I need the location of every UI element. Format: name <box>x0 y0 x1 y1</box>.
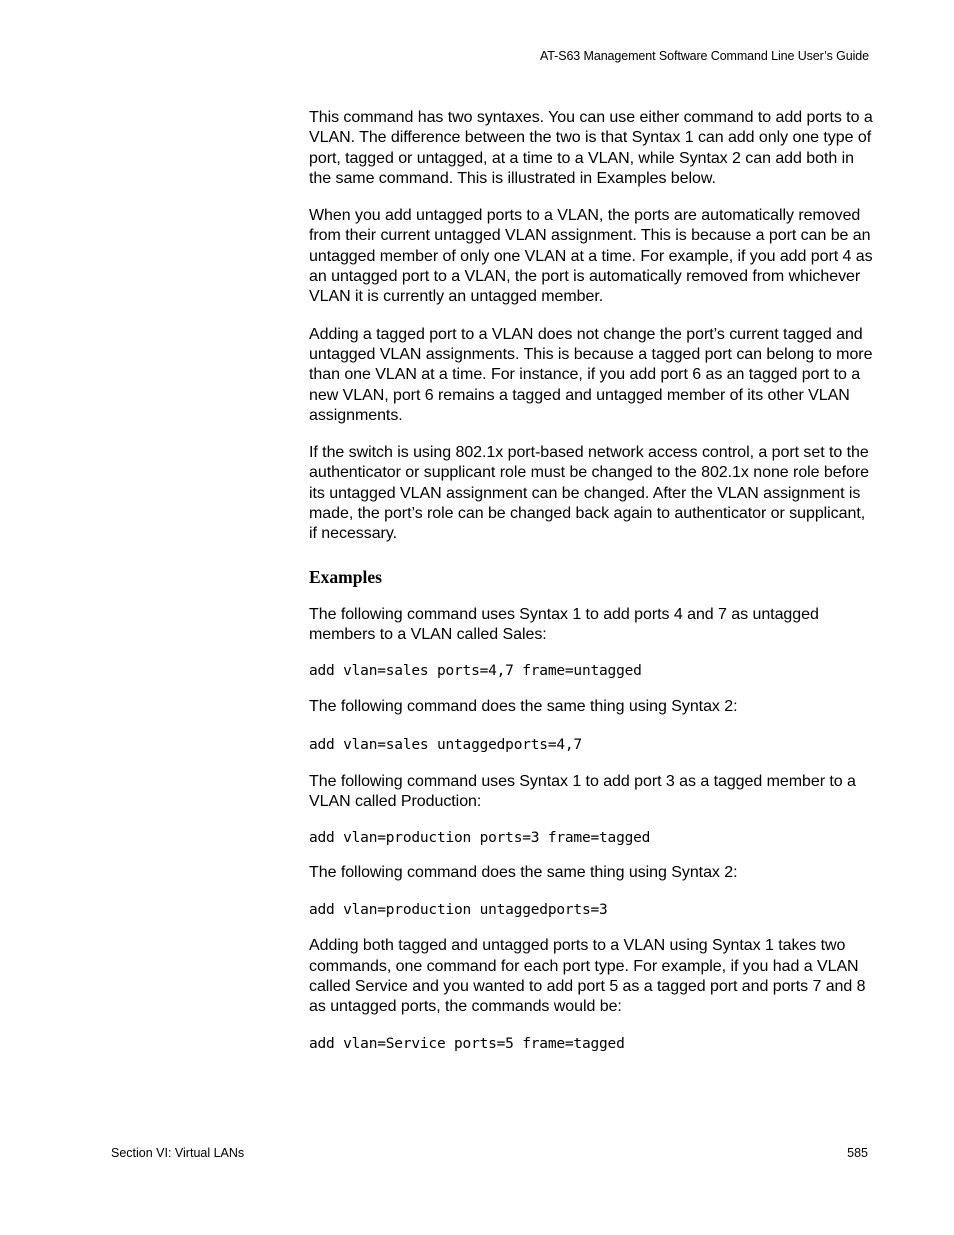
examples-heading: Examples <box>309 566 382 587</box>
example-2-description: The following command does the same thing using Syntax 2: <box>309 698 738 716</box>
running-header: AT-S63 Management Software Command Line User’s Guide <box>540 49 869 63</box>
example-5-code: add vlan=Service ports=5 frame=tagged <box>309 1035 625 1052</box>
footer-section: Section VI: Virtual LANs <box>111 1146 245 1160</box>
paragraph-syntaxes: This command has two syntaxes. You can use either command to add ports to a VLAN. The difference between the two is that Syntax 1 can add only one type of port, tagged or untagged, at a time to a VLAN, while Syntax 2 can add both in the same command. This is illustrated in Examples below. <box>309 109 873 187</box>
example-1-description: The following command uses Syntax 1 to add ports 4 and 7 as untagged members to a VLAN called Sales: <box>309 605 819 643</box>
paragraph-tagged-ports: Adding a tagged port to a VLAN does not change the port’s current tagged and untagged VLAN assignments. This is because a tagged port can belong to more than one VLAN at a time. For instance, if you add port 6 as an tagged port to a new VLAN, port 6 remains a tagged and untagged member of its other VLAN assignments. <box>309 325 873 424</box>
paragraph-untagged-ports: When you add untagged ports to a VLAN, the ports are automatically removed from their current untagged VLAN assignment. This is because a port can be an untagged member of only one VLAN at a time. For example, if you add port 4 as an untagged port to a VLAN, the port is automatically removed from whichever VLAN it is currently an untagged member. <box>309 207 873 306</box>
example-3-code: add vlan=production ports=3 frame=tagged <box>309 830 651 847</box>
page-body <box>309 108 873 1054</box>
example-4-description: The following command does the same thing using Syntax 2: <box>309 864 738 882</box>
paragraph-8021x: If the switch is using 802.1x port-based network access control, a port set to the authenticator or supplicant role must be changed to the 802.1x none role before its untagged VLAN assignment can be changed. After the VLAN assignment is made, the port’s role can be changed back again to authenticator or supplicant, if necessary. <box>309 444 869 543</box>
footer-page-number: 585 <box>847 1146 868 1160</box>
example-3-description: The following command uses Syntax 1 to add port 3 as a tagged member to a VLAN called Production: <box>309 772 856 810</box>
example-4-code: add vlan=production untaggedports=3 <box>309 902 608 919</box>
example-1-code: add vlan=sales ports=4,7 frame=untagged <box>309 663 642 680</box>
example-5-description: Adding both tagged and untagged ports to a VLAN using Syntax 1 takes two commands, one command for each port type. For example, if you had a VLAN called Service and you wanted to add port 5 as a tagged port and ports 7 and 8 as untagged ports, the commands would be: <box>309 937 866 1016</box>
example-2-code: add vlan=sales untaggedports=4,7 <box>309 736 582 753</box>
